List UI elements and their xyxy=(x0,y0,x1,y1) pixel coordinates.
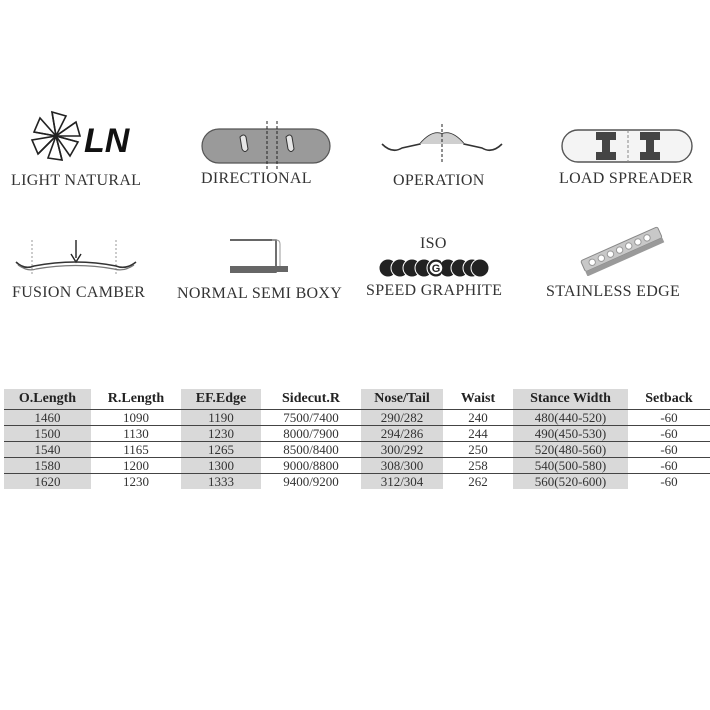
table-cell: 1230 xyxy=(123,473,149,489)
table-cell: 560(520-600) xyxy=(513,474,628,490)
table-row xyxy=(4,458,710,474)
table-cell: 250 xyxy=(443,442,513,458)
table-cell: -60 xyxy=(660,473,678,489)
table-cell: 7500/7400 xyxy=(261,410,361,426)
feature-label: DIRECTIONAL xyxy=(201,170,312,187)
table-cell: 1165 xyxy=(91,442,181,458)
table-cell: 1580 xyxy=(4,458,91,474)
table-cell: 1190 xyxy=(181,410,261,426)
table-cell: 1130 xyxy=(91,426,181,442)
header-nose-tail: Nose/Tail xyxy=(361,389,443,410)
table-cell: 1200 xyxy=(91,458,181,474)
table-cell: 290/282 xyxy=(361,410,443,426)
light-natural-logo-icon xyxy=(22,104,142,168)
header-setback: Setback xyxy=(645,391,693,406)
feature-label: SPEED GRAPHITE xyxy=(366,282,503,299)
semi-boxy-profile-icon xyxy=(226,236,290,278)
table-cell: 240 xyxy=(443,410,513,426)
table-cell: 1230 xyxy=(181,426,261,442)
table-cell: 1460 xyxy=(4,410,91,426)
table-cell: 312/304 xyxy=(361,474,443,490)
table-cell: 1620 xyxy=(4,474,91,490)
table-header-row xyxy=(4,389,710,410)
feature-label: OPERATION xyxy=(393,172,485,189)
table-cell: 300/292 xyxy=(361,442,443,458)
table-cell: 1500 xyxy=(4,426,91,442)
svg-text:LN: LN xyxy=(84,122,130,160)
table-cell: -60 xyxy=(628,410,710,426)
table-cell: 540(500-580) xyxy=(513,458,628,474)
table-cell: 480(440-520) xyxy=(513,410,628,426)
feature-label: LIGHT NATURAL xyxy=(11,172,142,189)
table-cell: 520(480-560) xyxy=(513,442,628,458)
table-cell: -60 xyxy=(628,426,710,442)
fusion-camber-icon xyxy=(14,236,138,276)
table-cell: 1265 xyxy=(181,442,261,458)
svg-text:G: G xyxy=(431,263,441,275)
table-row xyxy=(4,442,710,458)
table-cell: 258 xyxy=(443,458,513,474)
table-row xyxy=(4,410,710,426)
table-cell: 9000/8800 xyxy=(261,458,361,474)
table-row xyxy=(4,426,710,442)
table-cell: 490(450-530) xyxy=(513,426,628,442)
header-stance-width: Stance Width xyxy=(513,389,628,410)
table-cell: 1333 xyxy=(181,474,261,490)
feature-label: FUSION CAMBER xyxy=(12,284,146,301)
spec-table xyxy=(4,389,710,489)
directional-board-icon xyxy=(200,121,334,171)
table-cell: 244 xyxy=(443,426,513,442)
table-cell: -60 xyxy=(628,442,710,458)
feature-label: LOAD SPREADER xyxy=(559,170,694,187)
stainless-edge-icon xyxy=(574,226,666,276)
speed-graphite-icon xyxy=(378,256,490,280)
table-cell: 1300 xyxy=(181,458,261,474)
table-cell: 1090 xyxy=(91,410,181,426)
table-cell: 8000/7900 xyxy=(261,426,361,442)
feature-label: NORMAL SEMI BOXY xyxy=(177,285,343,302)
header-o-length: O.Length xyxy=(4,389,91,410)
load-spreader-board-icon xyxy=(560,126,696,166)
header-ef-edge: EF.Edge xyxy=(181,389,261,410)
header-sidecut-r: Sidecut.R xyxy=(282,391,340,406)
feature-label: STAINLESS EDGE xyxy=(546,283,681,300)
header-waist: Waist xyxy=(460,391,496,406)
table-cell: 294/286 xyxy=(361,426,443,442)
header-r-length: R.Length xyxy=(107,391,165,406)
table-cell: 308/300 xyxy=(361,458,443,474)
table-cell: -60 xyxy=(628,458,710,474)
table-row xyxy=(4,474,710,490)
table-cell: 262 xyxy=(468,473,488,489)
operation-profile-icon xyxy=(380,124,504,164)
table-cell: 1540 xyxy=(4,442,91,458)
table-cell: 8500/8400 xyxy=(261,442,361,458)
iso-label: ISO xyxy=(420,235,447,252)
table-cell: 9400/9200 xyxy=(283,473,339,489)
